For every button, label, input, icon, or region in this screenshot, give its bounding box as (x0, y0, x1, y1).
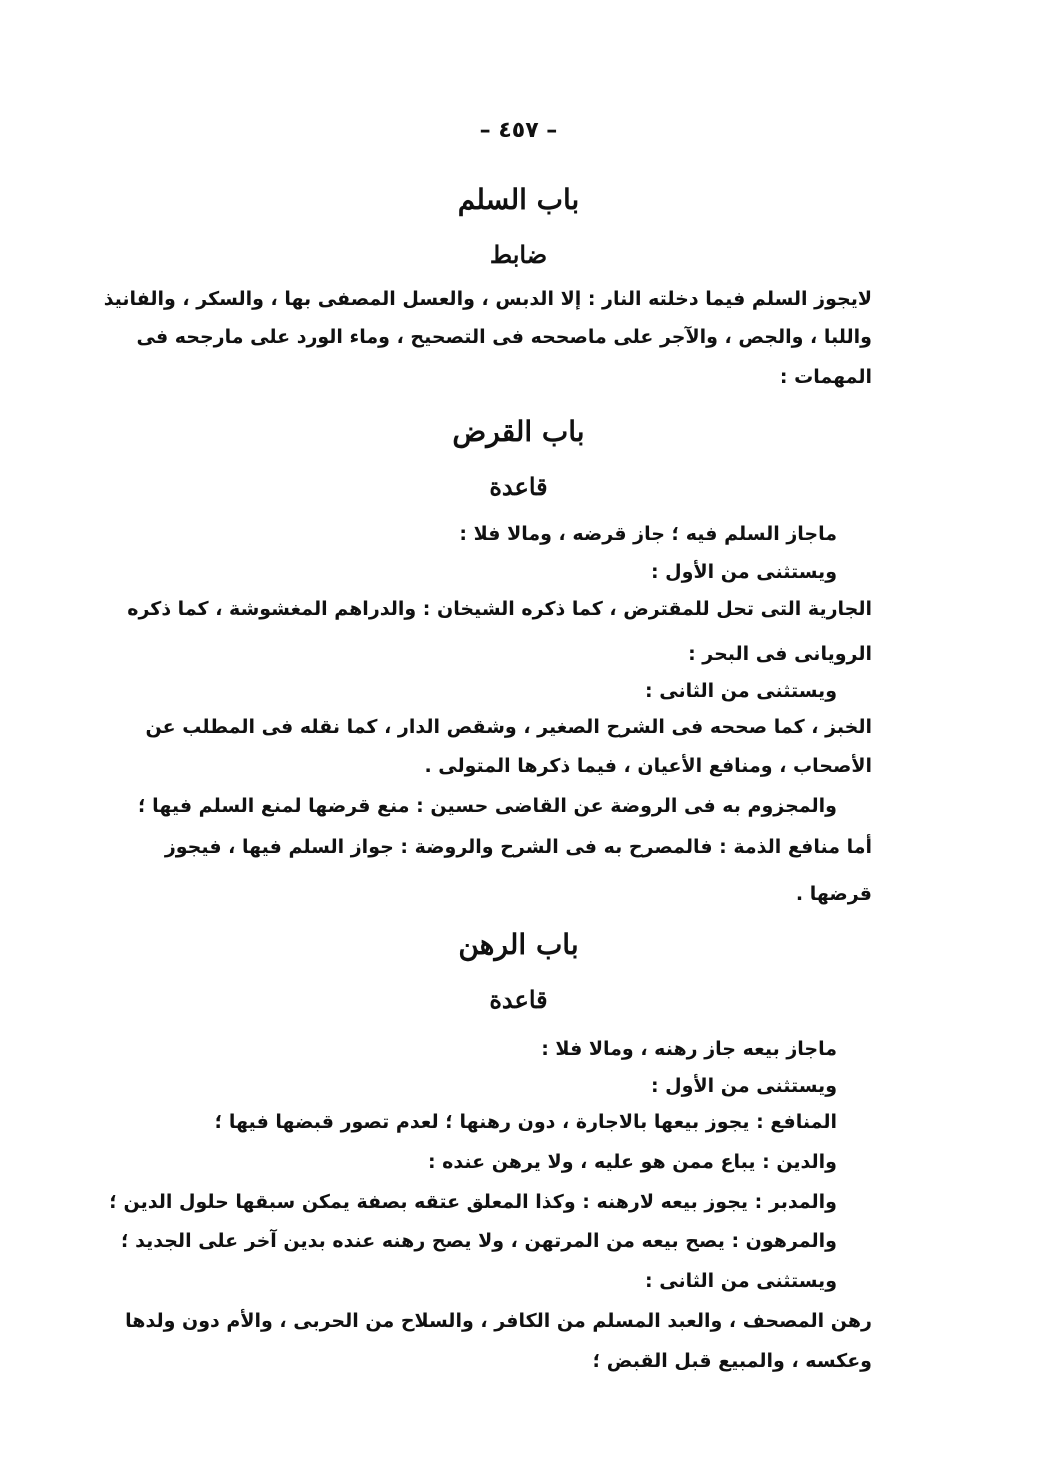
text-line: لايجوز السلم فيما دخلته النار : إلا الدبس ، والعسل المصفى بها ، والسكر ، والفانيذ (103, 288, 872, 310)
text-line: وعكسه ، والمبيع قبل القبض ؛ (592, 1350, 872, 1372)
text-line: والمرهون : يصح بيعه من المرتهن ، ولا يصح رهنه عنده بدين آخر على الجديد ؛ (120, 1230, 837, 1252)
section-subtitle-dabit: ضابط (489, 240, 548, 269)
text-line: ويستثنى من الأول : (650, 1075, 837, 1097)
section-subtitle-qaida: قاعدة (489, 472, 548, 501)
text-line: رهن المصحف ، والعبد المسلم من الكافر ، والسلاح من الحربى ، والأم دون ولدها (125, 1310, 872, 1332)
text-line: والدين : يباع ممن هو عليه ، ولا يرهن عنده : (427, 1151, 837, 1173)
section-subtitle-qaida: قاعدة (489, 985, 548, 1014)
text-line: أما منافع الذمة : فالمصرح به فى الشرح والروضة : جواز السلم فيها ، فيجوز (164, 836, 872, 858)
text-line: المنافع : يجوز بيعها بالاجارة ، دون رهنها ؛ لعدم تصور قبضها فيها ؛ (214, 1111, 837, 1133)
text-line: واللبا ، والجص ، والآجر على ماصححه فى التصحيح ، وماء الورد على مارجحه فى (136, 326, 872, 348)
text-line: ويستثنى من الثانى : (645, 1270, 837, 1292)
section-title-salam: باب السلم (457, 183, 580, 216)
text-line: الجارية التى تحل للمقترض ، كما ذكره الشيخان : والدراهم المغشوشة ، كما ذكره (127, 598, 872, 620)
text-line: المهمات : (779, 366, 872, 388)
text-line: قرضها . (795, 883, 872, 905)
text-line: الأصحاب ، ومنافع الأعيان ، فيما ذكرها المتولى . (424, 755, 872, 777)
section-title-rahn: باب الرهن (458, 928, 579, 961)
text-line: ويستثنى من الثانى : (645, 680, 837, 702)
page-number: – ٤٥٧ – (479, 118, 558, 143)
text-line: الخبز ، كما صححه فى الشرح الصغير ، وشقص الدار ، كما نقله فى المطلب عن (145, 716, 872, 738)
text-line: ماجاز السلم فيه ؛ جاز قرضه ، ومالا فلا : (459, 523, 837, 545)
text-line: ويستثنى من الأول : (650, 561, 837, 583)
text-line: الرويانى فى البحر : (688, 643, 872, 665)
text-line: ماجاز بيعه جاز رهنه ، ومالا فلا : (541, 1038, 837, 1060)
text-line: والمدبر : يجوز بيعه لارهنه : وكذا المعلق عتقه بصفة يمكن سبقها حلول الدين ؛ (109, 1191, 837, 1213)
section-title-qard: باب القرض (452, 415, 585, 448)
text-line: والمجزوم به فى الروضة عن القاضى حسين : منع قرضها لمنع السلم فيها ؛ (137, 795, 837, 817)
